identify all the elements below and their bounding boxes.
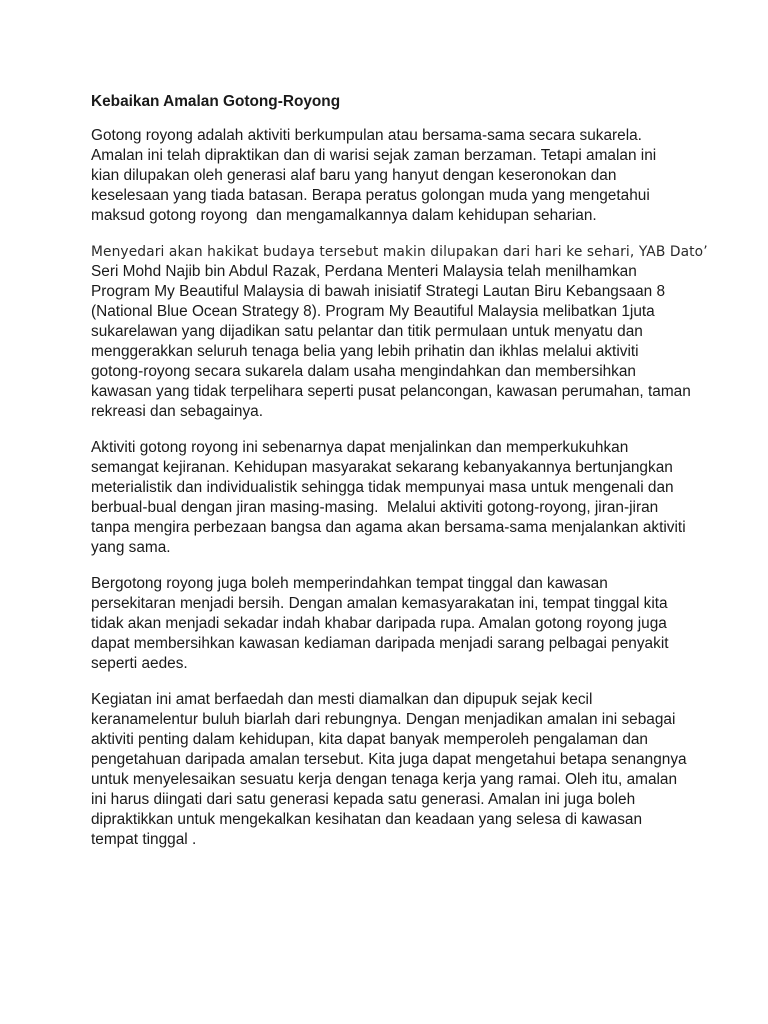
paragraph-3: Aktiviti gotong royong ini sebenarnya dapat menjalinkan dan memperkukuhkan semangat kejiranan. Kehidupan masyarakat sekarang kebanyakannya bertunjangkan meterialistik dan individualistik sehingga tidak mempunyai masa untuk mengenali dan berbual-bual dengan jiran masing-masing. Melalui aktiviti gotong-royong, jiran-jiran tanpa mengira perbezaan bangsa dan agama akan bersama-sama menjalankan aktiviti yang sama. <box>91 439 686 556</box>
paragraph-1: Gotong royong adalah aktiviti berkumpulan atau bersama-sama secara sukarela. Amalan ini telah dipraktikan dan di warisi sejak zaman berzaman. Tetapi amalan ini kian dilupakan oleh generasi alaf baru yang hanyut dengan keseronokan dan keselesaan yang tiada batasan. Berapa peratus golongan muda yang mengetahui maksud gotong royong dan mengamalkannya dalam kehidupan seharian. <box>91 127 657 224</box>
paragraph-2-first-line: Menyedari akan hakikat budaya tersebut makin dilupakan dari hari ke sehari, YAB Dato’ <box>91 244 708 260</box>
paragraph-2 <box>91 242 708 422</box>
document-title: Kebaikan Amalan Gotong-Royong <box>91 93 341 110</box>
paragraph-2-rest: Seri Mohd Najib bin Abdul Razak, Perdana Menteri Malaysia telah menilhamkan Program My Beautiful Malaysia di bawah inisiatif Strategi Lautan Biru Kebangsaan 8 (National Blue Ocean Strategy 8). Program My Beautiful Malaysia melibatkan 1juta sukarelawan yang dijadikan satu pelantar dan titik permulaan untuk menyatu dan menggerakkan seluruh tenaga belia yang lebih prihatin dan ikhlas melalui aktiviti gotong-royong secara sukarela dalam usaha mengindahkan dan membersihkan kawasan yang tidak terpelihara seperti pusat pelancongan, kawasan perumahan, taman rekreasi dan sebagainya. <box>91 263 691 420</box>
paragraph-5: Kegiatan ini amat berfaedah dan mesti diamalkan dan dipupuk sejak kecil keranamelentur buluh biarlah dari rebungnya. Dengan menjadikan amalan ini sebagai aktiviti penting dalam kehidupan, kita dapat banyak memperoleh pengalaman dan pengetahuan daripada amalan tersebut. Kita juga dapat mengetahui betapa senangnya untuk menyelesaikan sesuatu kerja dengan tenaga kerja yang ramai. Oleh itu, amalan ini harus diingati dari satu generasi kepada satu generasi. Amalan ini juga boleh dipraktikkan untuk mengekalkan kesihatan dan keadaan yang selesa di kawasan tempat tinggal . <box>91 691 687 848</box>
document-body <box>91 92 708 866</box>
paragraph-4: Bergotong royong juga boleh memperindahkan tempat tinggal dan kawasan persekitaran menjadi bersih. Dengan amalan kemasyarakatan ini, tempat tinggal kita tidak akan menjadi sekadar indah khabar daripada rupa. Amalan gotong royong juga dapat membersihkan kawasan kediaman daripada menjadi sarang pelbagai penyakit seperti aedes. <box>91 575 669 672</box>
